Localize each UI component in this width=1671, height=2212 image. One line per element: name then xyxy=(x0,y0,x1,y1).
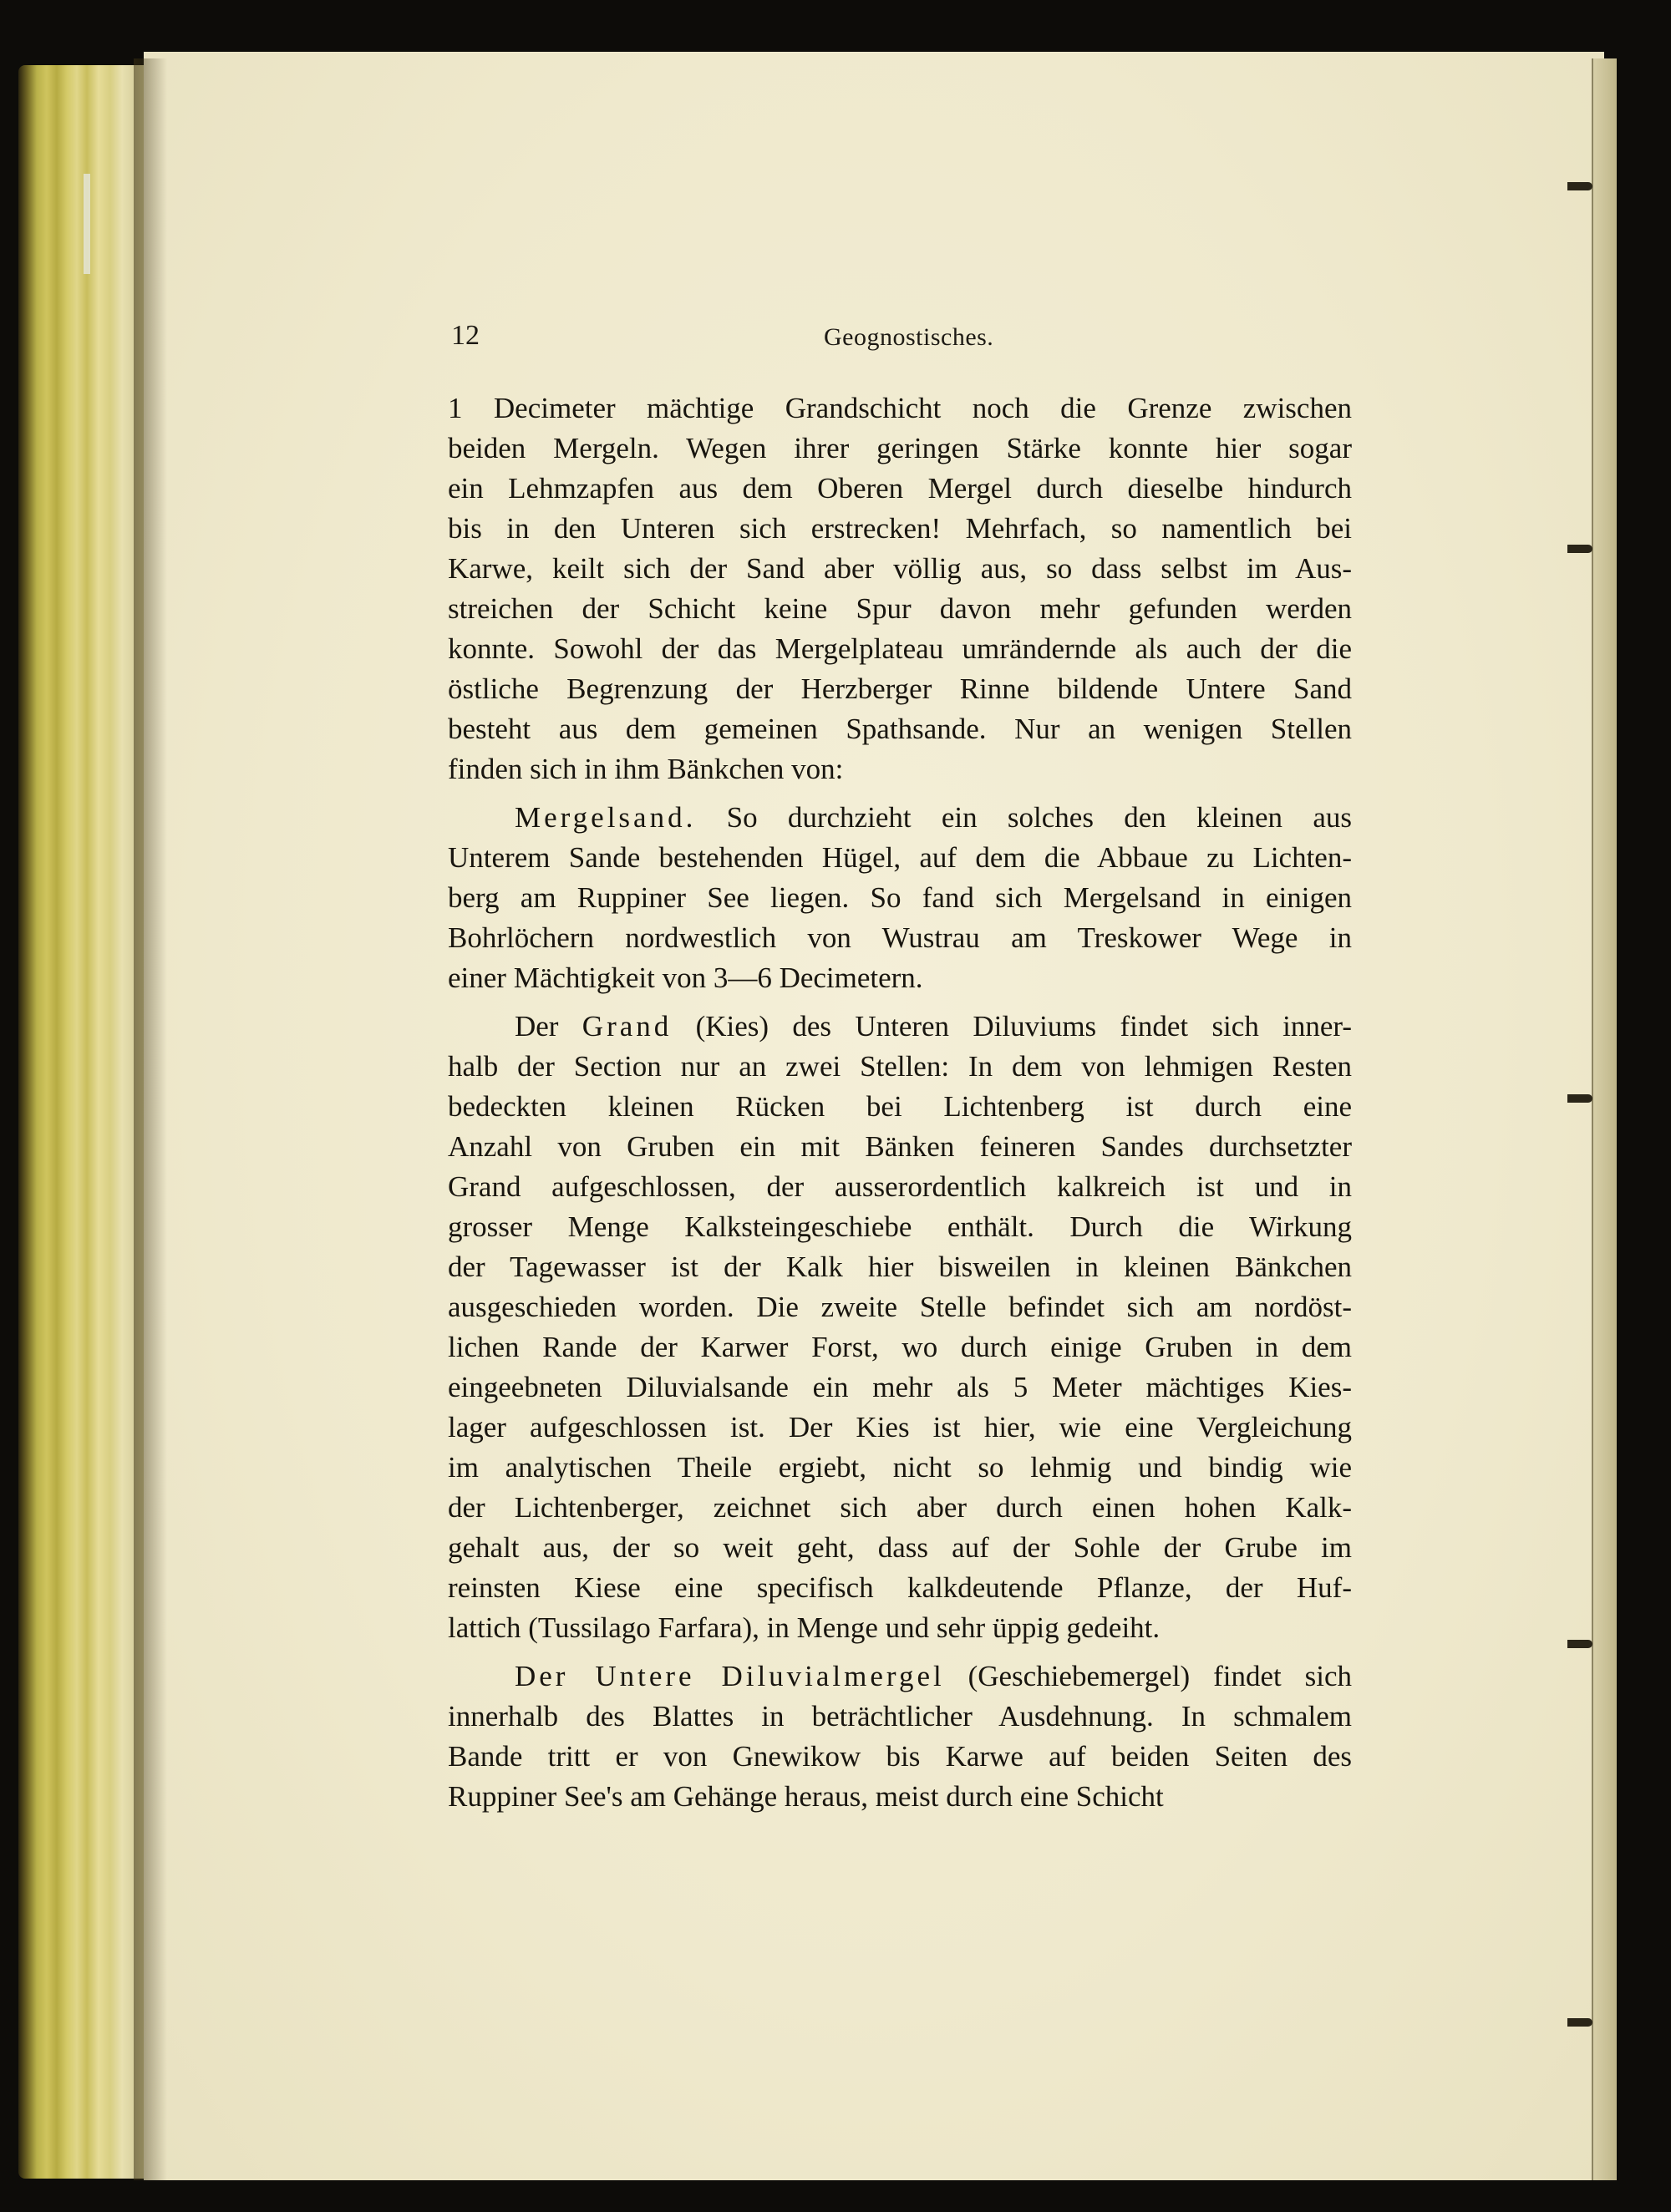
text-line xyxy=(448,1287,1352,1327)
text-run: ein Lehmzapfen aus dem Oberen Mergel durch dieselbe hindurch xyxy=(448,472,1352,505)
text-run: im analytischen Theile ergiebt, nicht so lehmig und bindig wie xyxy=(448,1451,1352,1484)
text-run: einer Mächtigkeit von 3—6 Decimetern. xyxy=(448,961,923,994)
edge-notch xyxy=(1567,182,1592,190)
text-run: Bande tritt er von Gnewikow bis Karwe auf beiden Seiten des xyxy=(448,1740,1352,1773)
spaced-term: Der Untere Diluvialmergel xyxy=(515,1660,945,1692)
spaced-term: Grand xyxy=(582,1010,673,1043)
gutter-shadow xyxy=(134,58,167,2180)
paragraph xyxy=(448,1656,1352,1817)
text-line xyxy=(448,1777,1352,1817)
page-number: 12 xyxy=(451,320,480,351)
text-line xyxy=(448,1207,1352,1247)
text-run: So durchzieht ein solches den kleinen aus xyxy=(696,801,1352,834)
next-leaf-edge xyxy=(1592,58,1617,2180)
body-text xyxy=(448,388,1352,1825)
text-run: bedeckten kleinen Rücken bei Lichtenberg ist durch eine xyxy=(448,1090,1352,1123)
text-line xyxy=(448,1737,1352,1777)
paragraph xyxy=(448,1007,1352,1648)
text-run: östliche Begrenzung der Herzberger Rinne bildende Untere Sand xyxy=(448,672,1352,705)
text-run: Unterem Sande bestehenden Hügel, auf dem die Abbaue zu Lichten- xyxy=(448,841,1352,874)
text-line xyxy=(448,798,1352,838)
text-line xyxy=(448,1127,1352,1167)
text-line xyxy=(448,1247,1352,1287)
text-run: lattich (Tussilago Farfara), in Menge und sehr üppig gedeiht. xyxy=(448,1611,1161,1644)
text-run: eingeebneten Diluvialsande ein mehr als 5 Meter mächtiges Kies- xyxy=(448,1371,1352,1403)
text-line xyxy=(448,838,1352,878)
text-line xyxy=(448,1047,1352,1087)
text-line xyxy=(448,549,1352,589)
text-line xyxy=(448,1448,1352,1488)
text-line xyxy=(448,589,1352,629)
text-line xyxy=(448,1167,1352,1207)
text-line xyxy=(448,509,1352,549)
paragraph xyxy=(448,798,1352,998)
text-run: beiden Mergeln. Wegen ihrer geringen Stärke konnte hier sogar xyxy=(448,432,1352,464)
text-line xyxy=(448,1656,1352,1697)
text-run: Der xyxy=(515,1010,582,1043)
text-run: besteht aus dem gemeinen Spathsande. Nur an wenigen Stellen xyxy=(448,713,1352,745)
text-run: der Tagewasser ist der Kalk hier bisweilen in kleinen Bänkchen xyxy=(448,1251,1352,1283)
text-run: Ruppiner See's am Gehänge heraus, meist durch eine Schicht xyxy=(448,1780,1164,1813)
text-run: halb der Section nur an zwei Stellen: In dem von lehmigen Resten xyxy=(448,1050,1352,1083)
text-run: finden sich in ihm Bänkchen von: xyxy=(448,753,844,785)
text-line xyxy=(448,749,1352,789)
text-run: bis in den Unteren sich erstrecken! Mehrfach, so namentlich bei xyxy=(448,512,1352,545)
edge-notch xyxy=(1567,1094,1592,1103)
edge-notch xyxy=(1567,2018,1592,2027)
text-line xyxy=(448,1488,1352,1528)
text-run: konnte. Sowohl der das Mergelplateau umrändernde als auch der die xyxy=(448,632,1352,665)
text-line xyxy=(448,1087,1352,1127)
text-line xyxy=(448,709,1352,749)
text-run: streichen der Schicht keine Spur davon mehr gefunden werden xyxy=(448,592,1352,625)
text-run: grosser Menge Kalksteingeschiebe enthält. Durch die Wirkung xyxy=(448,1210,1352,1243)
text-line xyxy=(448,958,1352,998)
text-run: Bohrlöchern nordwestlich von Wustrau am Treskower Wege in xyxy=(448,921,1352,954)
text-line xyxy=(448,1367,1352,1408)
text-run: (Geschiebemergel) findet sich xyxy=(944,1660,1352,1692)
text-line xyxy=(448,429,1352,469)
book-page-edges xyxy=(18,65,144,2179)
text-run: Karwe, keilt sich der Sand aber völlig aus, so dass selbst im Aus- xyxy=(448,552,1352,585)
text-line xyxy=(448,469,1352,509)
running-header xyxy=(451,320,1354,362)
text-run: lichen Rande der Karwer Forst, wo durch einige Gruben in dem xyxy=(448,1331,1352,1363)
running-title: Geognostisches. xyxy=(824,323,994,351)
edge-notch xyxy=(1567,545,1592,553)
text-line xyxy=(448,1007,1352,1047)
text-line xyxy=(448,1327,1352,1367)
text-run: Grand aufgeschlossen, der ausserordentlich kalkreich ist und in xyxy=(448,1170,1352,1203)
text-line xyxy=(448,629,1352,669)
paragraph xyxy=(448,388,1352,789)
text-line xyxy=(448,1408,1352,1448)
text-line xyxy=(448,918,1352,958)
text-line xyxy=(448,1697,1352,1737)
spaced-term: Mergelsand. xyxy=(515,801,697,834)
text-run: lager aufgeschlossen ist. Der Kies ist hier, wie eine Vergleichung xyxy=(448,1411,1352,1443)
text-line xyxy=(448,669,1352,709)
text-run: berg am Ruppiner See liegen. So fand sich Mergelsand in einigen xyxy=(448,881,1352,914)
text-run: gehalt aus, der so weit geht, dass auf der Sohle der Grube im xyxy=(448,1531,1352,1564)
text-line xyxy=(448,1528,1352,1568)
text-line xyxy=(448,388,1352,429)
text-run: ausgeschieden worden. Die zweite Stelle befindet sich am nordöst- xyxy=(448,1291,1352,1323)
text-run: der Lichtenberger, zeichnet sich aber durch einen hohen Kalk- xyxy=(448,1491,1352,1524)
text-line xyxy=(448,878,1352,918)
edge-notch xyxy=(1567,1640,1592,1648)
text-run: (Kies) des Unteren Diluviums findet sich inner- xyxy=(672,1010,1352,1043)
text-run: 1 Decimeter mächtige Grandschicht noch die Grenze zwischen xyxy=(448,392,1352,424)
text-run: Anzahl von Gruben ein mit Bänken feineren Sandes durchsetzter xyxy=(448,1130,1352,1163)
text-run: reinsten Kiese eine specifisch kalkdeutende Pflanze, der Huf- xyxy=(448,1571,1352,1604)
text-line xyxy=(448,1568,1352,1608)
text-line xyxy=(448,1608,1352,1648)
text-run: innerhalb des Blattes in beträchtlicher Ausdehnung. In schmalem xyxy=(448,1700,1352,1733)
